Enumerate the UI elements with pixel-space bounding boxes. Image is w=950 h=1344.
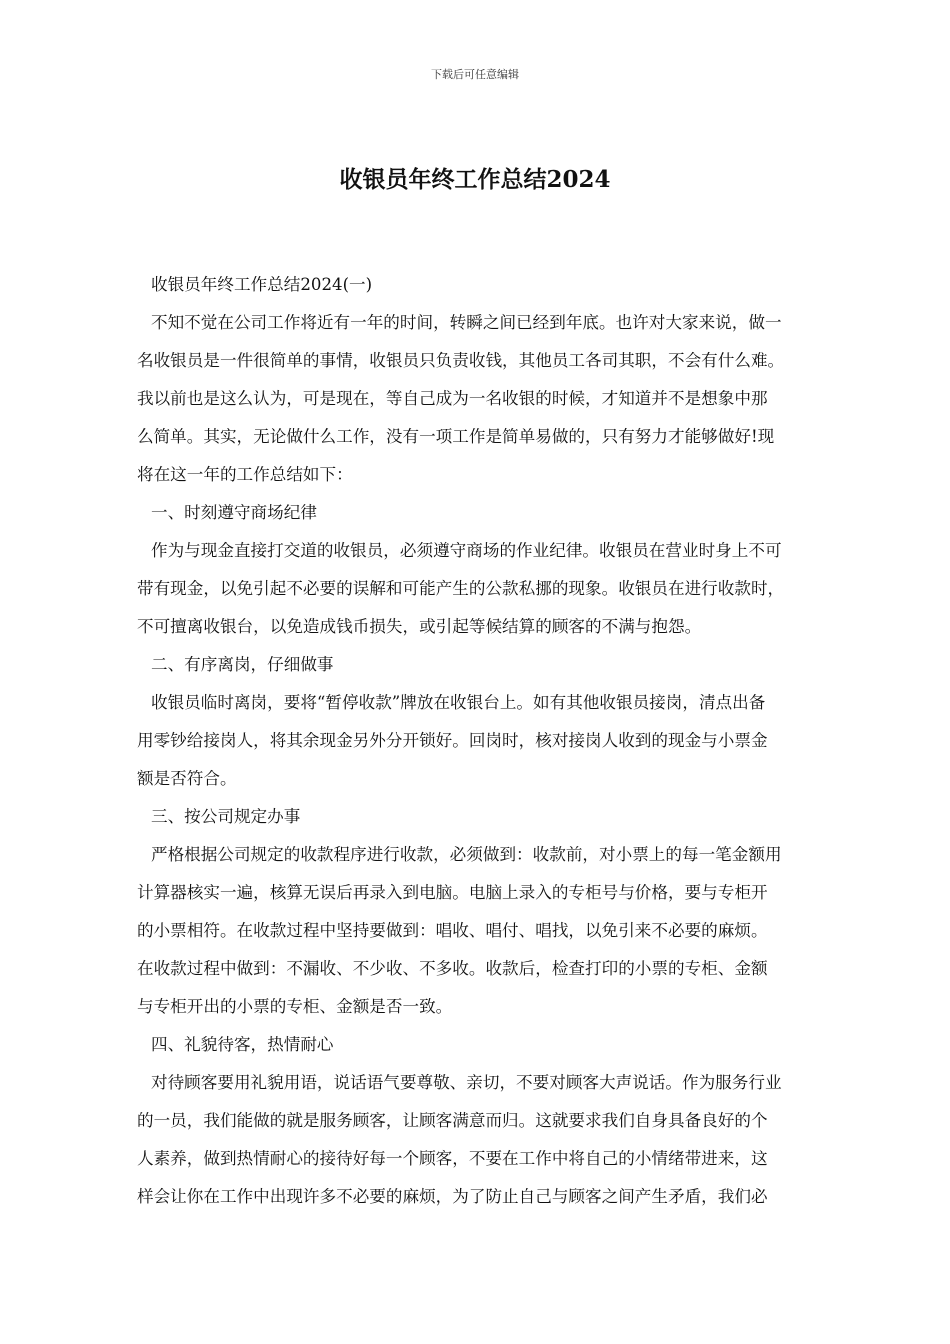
paragraph (137, 304, 893, 494)
heading-text: 收银员年终工作总结2024(一) (151, 275, 373, 294)
paragraph-line: 不可擅离收银台，以免造成钱币损失，或引起等候结算的顾客的不满与抱怨。 (137, 617, 702, 636)
section-heading (137, 1026, 893, 1064)
paragraph-line: 与专柜开出的小票的专柜、金额是否一致。 (137, 997, 453, 1016)
paragraph-line: 的小票相符。在收款过程中坚持要做到：唱收、唱付、唱找，以免引来不必要的麻烦。 (137, 921, 768, 940)
paragraph-line: 的一员，我们能做的就是服务顾客，让顾客满意而归。这就要求我们自身具备良好的个 (137, 1111, 768, 1130)
paragraph-line: 在收款过程中做到：不漏收、不少收、不多收。收款后，检查打印的小票的专柜、金额 (137, 959, 768, 978)
document-body (137, 266, 893, 1216)
paragraph-line: 我以前也是这么认为，可是现在，等自己成为一名收银的时候，才知道并不是想象中那 (137, 389, 768, 408)
paragraph-line: 额是否符合。 (137, 769, 237, 788)
paragraph-line: 对待顾客要用礼貌用语，说话语气要尊敬、亲切，不要对顾客大声说话。作为服务行业 (151, 1073, 782, 1092)
paragraph-line: 严格根据公司规定的收款程序进行收款，必须做到：收款前，对小票上的每一笔金额用 (151, 845, 782, 864)
heading-text: 二、有序离岗，仔细做事 (151, 655, 334, 674)
paragraph (137, 532, 893, 646)
paragraph (137, 836, 893, 1026)
heading-text: 三、按公司规定办事 (151, 807, 301, 826)
section-heading (137, 266, 893, 304)
paragraph-line: 将在这一年的工作总结如下： (137, 465, 353, 484)
heading-text: 一、时刻遵守商场纪律 (151, 503, 317, 522)
paragraph-line: 样会让你在工作中出现许多不必要的麻烦，为了防止自己与顾客之间产生矛盾，我们必 (137, 1187, 768, 1206)
paragraph-line: 名收银员是一件很简单的事情，收银员只负责收钱，其他员工各司其职，不会有什么难。 (137, 351, 785, 370)
document-title: 收银员年终工作总结2024 (339, 166, 611, 193)
section-heading (137, 798, 893, 836)
heading-text: 四、礼貌待客，热情耐心 (151, 1035, 334, 1054)
paragraph-line: 么简单。其实，无论做什么工作，没有一项工作是简单易做的，只有努力才能够做好!现 (137, 427, 775, 446)
header-note: 下载后可任意编辑 (431, 68, 519, 81)
paragraph-line: 作为与现金直接打交道的收银员，必须遵守商场的作业纪律。收银员在营业时身上不可 (151, 541, 782, 560)
paragraph-line: 带有现金，以免引起不必要的误解和可能产生的公款私挪的现象。收银员在进行收款时， (137, 579, 785, 598)
paragraph-line: 人素养，做到热情耐心的接待好每一个顾客，不要在工作中将自己的小情绪带进来，这 (137, 1149, 768, 1168)
paragraph-line: 计算器核实一遍，核算无误后再录入到电脑。电脑上录入的专柜号与价格，要与专柜开 (137, 883, 768, 902)
section-heading (137, 646, 893, 684)
paragraph-line: 收银员临时离岗，要将“暂停收款”牌放在收银台上。如有其他收银员接岗，清点出备 (151, 693, 766, 712)
paragraph (137, 684, 893, 798)
paragraph-line: 不知不觉在公司工作将近有一年的时间，转瞬之间已经到年底。也许对大家来说，做一 (151, 313, 782, 332)
section-heading (137, 494, 893, 532)
paragraph (137, 1064, 893, 1216)
paragraph-line: 用零钞给接岗人，将其余现金另外分开锁好。回岗时，核对接岗人收到的现金与小票金 (137, 731, 768, 750)
